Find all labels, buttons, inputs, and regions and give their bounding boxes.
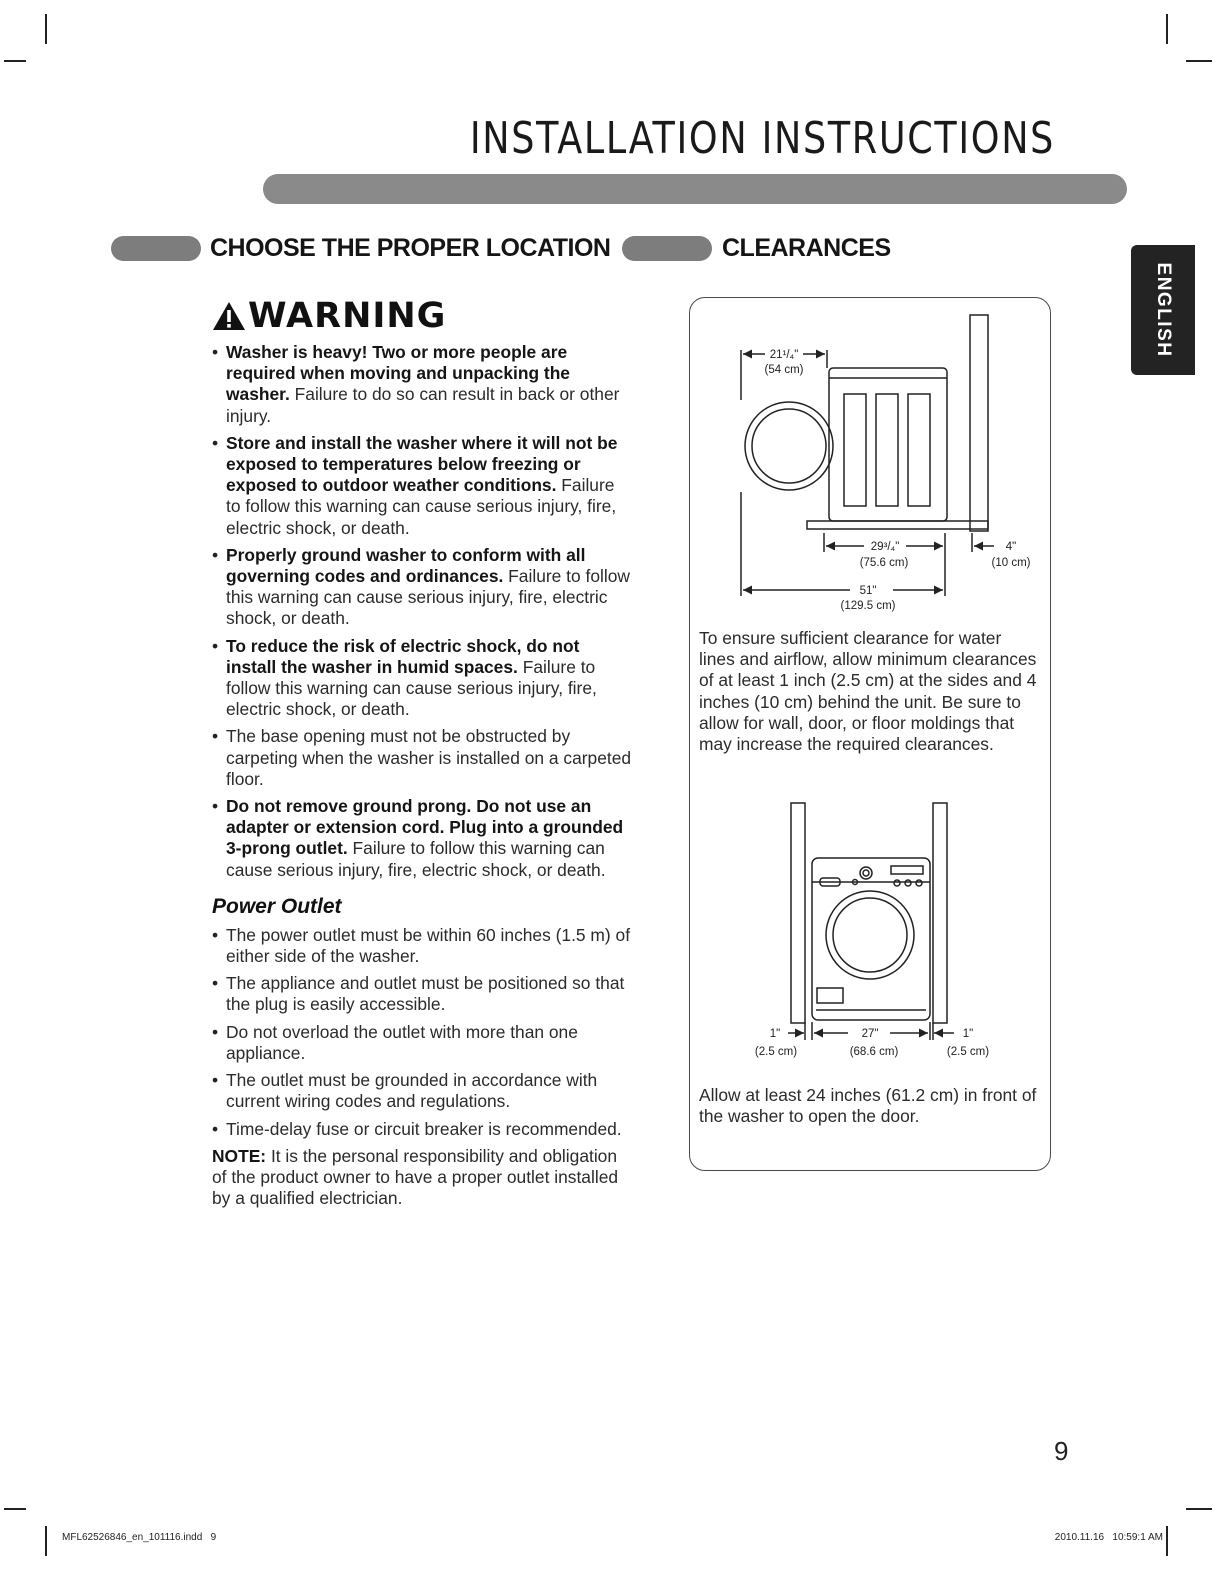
total-depth-in: 51" [859,585,877,597]
body-depth-cm: (75.6 cm) [859,557,909,569]
warning-item: • The base opening must not be obstructed by carpeting when the washer is installed on a carpeted floor. [212,726,632,790]
crop-mark [1186,60,1212,62]
warning-item: • Do not remove ground prong. Do not use an adapter or extension cord. Plug into a grounded 3-prong outlet. Failure to follow this warning can cause serious injury, fire, electric shock, or death. [212,796,632,881]
warning-heading [212,296,632,336]
power-outlet-list [212,925,632,1140]
language-tab-label: ENGLISH [1153,262,1174,358]
power-outlet-heading: Power Outlet [212,894,342,918]
warning-item: • Store and install the washer where it will not be exposed to temperatures below freezing or exposed to outdoor weather conditions. Failure to follow this warning can cause serious injury, fire, electric shock, or death. [212,433,632,539]
crop-mark [1186,1508,1212,1510]
warning-list [212,342,632,881]
warning-title: WARNING [248,296,447,336]
door-depth-cm: (54 cm) [764,364,804,376]
note [212,1146,632,1210]
footer-timestamp: 2010.11.16 10:59:1 AM [1054,1532,1163,1543]
rear-cm: (10 cm) [991,557,1031,569]
crop-mark [4,60,26,62]
section-pill [111,236,201,261]
note-text: It is the personal responsibility and obligation of the product owner to have a proper outlet installed by a qualified electrician. [212,1145,619,1209]
front-width-in: 27" [861,1028,879,1040]
wall [970,315,988,531]
crop-mark [1166,14,1168,44]
crop-mark [1166,1526,1168,1556]
crop-mark [45,14,47,44]
left-gap-in: 1" [769,1028,781,1040]
door-depth-in: 21¹/₄" [769,349,799,361]
page-title: INSTALLATION INSTRUCTIONS [469,113,1055,164]
power-outlet-item: • The power outlet must be within 60 inches (1.5 m) of either side of the washer. [212,925,632,967]
warning-item: • Properly ground washer to conform with all governing codes and ordinances. Failure to follow this warning can cause serious injury, fire, electric shock, or death. [212,545,632,630]
front-view-diagram [700,795,1045,1065]
right-wall [933,803,947,1023]
washer-door [745,402,833,490]
section-heading-location: CHOOSE THE PROPER LOCATION [210,234,611,262]
base-platform [807,521,988,529]
rear-in: 4" [1005,541,1017,553]
left-column [212,296,632,1209]
section-pill [622,236,712,261]
power-outlet-item: • The outlet must be grounded in accordance with current wiring codes and regulations. [212,1070,632,1112]
clearance-text: To ensure sufficient clearance for water lines and airflow, allow minimum clearances of at least 1 inch (2.5 cm) at the sides and 4 inches (10 cm) behind the unit. Be sure to allow for wall, door, or floor moldings that may increase the required clearances. [699,628,1037,755]
warning-item: • Washer is heavy! Two or more people are required when moving and unpacking the washer. Failure to do so can result in back or other injury. [212,342,632,427]
left-wall [791,803,805,1023]
power-outlet-item: • Do not overload the outlet with more than one appliance. [212,1022,632,1064]
body-depth-in: 29³/₄" [870,541,900,553]
page-number: 9 [1054,1436,1069,1466]
footer-file-name: MFL62526846_en_101116.indd 9 [62,1532,217,1543]
side-view-diagram [700,305,1045,615]
language-tab [1131,245,1195,375]
crop-mark [45,1526,47,1556]
warning-triangle-icon [212,301,246,331]
note-label: NOTE: [212,1145,267,1166]
right-gap-in: 1" [962,1028,974,1040]
total-depth-cm: (129.5 cm) [840,600,896,612]
section-heading-clearances: CLEARANCES [722,234,891,262]
front-width-cm: (68.6 cm) [849,1046,899,1058]
door-clearance-text: Allow at least 24 inches (61.2 cm) in front of the washer to open the door. [699,1085,1037,1127]
right-gap-cm: (2.5 cm) [946,1046,990,1058]
crop-mark [4,1508,26,1510]
power-outlet-item: • The appliance and outlet must be positioned so that the plug is easily accessible. [212,973,632,1015]
left-gap-cm: (2.5 cm) [754,1046,798,1058]
warning-item: • To reduce the risk of electric shock, do not install the washer in humid spaces. Failure to follow this warning can cause serious injury, fire, electric shock, or death. [212,636,632,721]
power-outlet-item: • Time-delay fuse or circuit breaker is recommended. [212,1119,632,1140]
title-bar [263,174,1127,204]
front-door [826,891,914,979]
